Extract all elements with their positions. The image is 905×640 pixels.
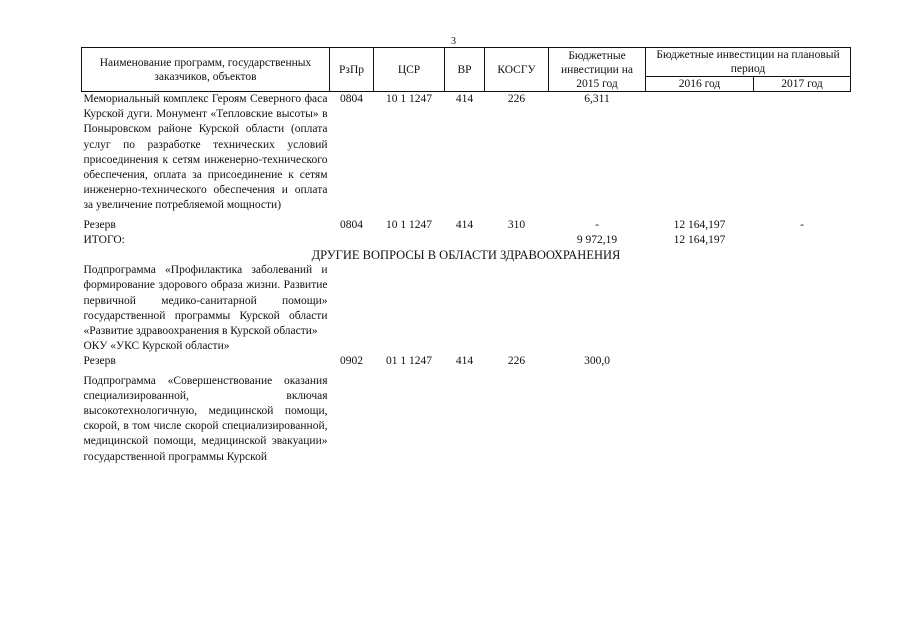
header-rzpr: РзПр — [330, 48, 374, 92]
value-2016-cell: 12 164,197 — [673, 218, 726, 231]
value-2015-cell: 300,0 — [584, 355, 610, 368]
value-2015-cell: - — [595, 218, 599, 231]
rzpr-cell: 0902 — [340, 355, 363, 368]
header-kosgu: КОСГУ — [485, 48, 549, 92]
total-2017-cell — [754, 233, 851, 248]
csr-cell: 10 1 1247 — [386, 93, 432, 105]
header-csr: ЦСР — [374, 48, 445, 92]
subprogram-row — [82, 374, 851, 465]
csr-cell: 10 1 1247 — [386, 218, 432, 231]
object-name: Мемориальный комплекс Героям Северного фаса Курской дуги. Монумент «Тепловские высоты» в Поныровском районе Курской области (оплата услуг по разработке технических условий присоединения к сетям инженерно-технического обеспечения, оплата за присоединение к сетям инженерно-технического обеспечения и оплата за увеличение потребляемой мощности) — [83, 93, 328, 212]
value-2017-cell — [754, 354, 851, 369]
customer-name: ОКУ «УКС Курской области» — [83, 340, 230, 353]
vr-cell: 414 — [455, 93, 474, 105]
value-2015-cell: 6,311 — [584, 93, 610, 105]
csr-cell — [374, 233, 445, 248]
value-2016-cell — [646, 354, 754, 369]
subprogram-title: Подпрограмма «Совершенствование оказания специализированной, включая высокотехнологичную, медицинской помощи, скорой, в том числе скорой специализированной, медицинской помощи, медицинской эвакуации» государственной программы Курской — [83, 374, 328, 463]
header-name: Наименование программ, государственных заказчиков, объектов — [82, 48, 330, 92]
rzpr-cell: 0804 — [340, 93, 363, 105]
subprogram-row — [82, 263, 851, 339]
object-name: Резерв — [83, 355, 116, 368]
table-row — [82, 92, 851, 214]
header-2016: 2016 год — [646, 77, 754, 92]
header-budget-2015: Бюджетные инвестиции на 2015 год — [549, 48, 646, 92]
table-row — [82, 218, 851, 233]
section-title: ДРУГИЕ ВОПРОСЫ В ОБЛАСТИ ЗДРАВООХРАНЕНИЯ — [311, 248, 621, 263]
kosgu-cell — [485, 233, 549, 248]
value-2017-cell — [754, 92, 851, 214]
csr-cell: 01 1 1247 — [386, 355, 432, 368]
vr-cell: 414 — [455, 355, 474, 368]
rzpr-cell — [330, 233, 374, 248]
total-row — [82, 233, 851, 248]
budget-investments-table — [81, 47, 851, 465]
kosgu-cell: 226 — [507, 355, 526, 368]
value-2017-cell: - — [800, 218, 804, 231]
subprogram-title: Подпрограмма «Профилактика заболеваний и формирование здорового образа жизни. Развитие первичной медико-санитарной помощи» государственной программы Курской области «Развитие здравоохранения в Курской области» — [83, 264, 328, 338]
customer-row — [82, 339, 851, 354]
object-name: Резерв — [83, 218, 116, 231]
vr-cell — [445, 233, 485, 248]
vr-cell: 414 — [455, 218, 474, 231]
rzpr-cell: 0804 — [340, 218, 363, 231]
kosgu-cell: 310 — [507, 218, 526, 231]
total-2015-cell: 9 972,19 — [576, 233, 618, 246]
value-2016-cell — [646, 92, 754, 214]
kosgu-cell: 226 — [507, 93, 526, 105]
page-number: 3 — [451, 36, 456, 47]
table-row — [82, 354, 851, 369]
section-header-row — [82, 248, 851, 263]
total-label: ИТОГО: — [83, 233, 125, 246]
header-planned-period: Бюджетные инвестиции на плановый период — [646, 48, 851, 77]
header-2017: 2017 год — [754, 77, 851, 92]
total-2016-cell: 12 164,197 — [673, 233, 726, 246]
header-vr: ВР — [445, 48, 485, 92]
